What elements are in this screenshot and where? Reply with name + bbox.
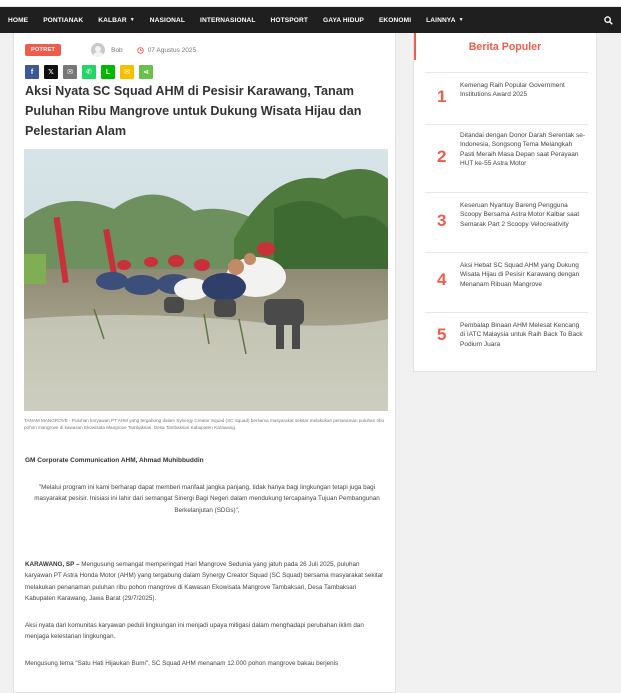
paragraph-3: Mengusung tema "Satu Hati Hijaukan Bumi", SC Squad AHM menanam 12.000 pohon mangrove bakau berjenis (25, 660, 339, 667)
popular-item[interactable] (425, 192, 588, 252)
popular-rank: 4 (437, 270, 447, 289)
whatsapp-share-button[interactable] (82, 65, 96, 79)
popular-item[interactable] (425, 312, 588, 370)
clock-icon (137, 47, 144, 54)
category-badge[interactable]: POTRET (25, 44, 61, 56)
nav-ekonomi[interactable]: EKONOMI (378, 16, 412, 24)
popular-item[interactable] (425, 252, 588, 312)
chevron-down-icon: ▼ (129, 17, 135, 23)
top-strip (0, 0, 621, 7)
popular-title[interactable]: Kemenag Raih Popular Government Institutions Award 2025 (460, 82, 565, 99)
article-title: Aksi Nyata SC Squad AHM di Pesisir Karawang, Tanam Puluhan Ribu Mangrove untuk Dukung Wisata Hijau dan Pelestarian Alam (25, 84, 362, 138)
page-content (0, 33, 621, 670)
mangrove-photo-image (24, 149, 388, 411)
line-icon: L (105, 68, 111, 76)
popular-news-widget (413, 33, 597, 372)
widget-heading: Berita Populer (468, 40, 542, 53)
nav-internasional[interactable]: INTERNASIONAL (200, 16, 256, 24)
popular-item[interactable] (425, 124, 588, 192)
byline: GM Corporate Communication AHM, Ahmad Muhibbuddin (25, 457, 204, 464)
x-share-button[interactable] (44, 65, 58, 79)
hero-image (24, 149, 388, 411)
nav-kalbar[interactable]: KALBAR ▼ (98, 16, 135, 24)
popular-title[interactable]: Keseruan Nyantuy Bareng Pengguna Scoopy Bersama Astra Motor Kalbar saat Semarak Part 2 Scoopy Velocreativity (460, 202, 580, 228)
dateline: KARAWANG, SP – (25, 561, 80, 568)
search-icon (604, 16, 613, 25)
nav-nasional[interactable]: NASIONAL (149, 16, 186, 24)
facebook-share-button[interactable] (25, 65, 39, 79)
popular-title[interactable]: Ditandai dengan Donor Darah Serentak se-Indonesia, Songsong Tema Melangkah Pasti Meraih Masa Depan saat Perayaan HUT ke-55 Astra Motor (460, 132, 586, 167)
popular-rank: 5 (437, 325, 447, 344)
main-navigation (0, 7, 621, 33)
nav-hotsport[interactable]: HOTSPORT (270, 16, 308, 24)
facebook-icon: f (30, 68, 34, 76)
paragraph-1 (25, 559, 387, 605)
share-buttons (25, 65, 158, 79)
paragraph-1-text: Mengusung semangat memperingati Hari Mangrove Sedunia yang jatuh pada 26 Juli 2025, puluhan karyawan PT Astra Honda Motor (AHM) yang tergabung dalam Synergy Creator Squad (SC Squad) bersama masyarakat sekitar melakukan penanaman puluhan ribu pohon mangrove di Kawasan Ekowisata Mangrove Tambaksari, Desa Tambaksari Kabupaten Karawang, Jawa Barat (29/7/2025). (25, 561, 384, 603)
line-share-button[interactable] (101, 65, 115, 79)
image-caption: TANAM MANGROVE - Puluhan karyawan PT AHM yang tergabung dalam Synergy Creator Squad (SC Squad) bersama masyarakat sekitar melakukan penanaman puluhan ribu pohon mangrove di kawasan Ekowisata Mangrove Tambaksari, Desa Tambaksari Kabupaten Karawang. (24, 418, 385, 430)
popular-rank: 2 (437, 147, 447, 166)
email-share-button[interactable] (63, 65, 77, 79)
popular-title[interactable]: Aksi Hebat SC Squad AHM yang Dukung Wisata Hijau di Pesisir Karawang dengan Menanam Ribuan Mangrove (460, 262, 580, 288)
email-icon: ✉ (67, 69, 73, 76)
publish-date: 07 Agustus 2025 (147, 46, 197, 54)
paragraph-2: Aksi nyata dari komunitas karyawan peduli lingkungan ini menjadi upaya mitigasi dalam menghadapi perubahan iklim dan menjaga kelestarian lingkungan. (25, 622, 364, 641)
chevron-down-icon: ▼ (458, 17, 464, 23)
nav-lainnya[interactable]: LAINNYA ▼ (426, 16, 464, 24)
popular-title[interactable]: Pembalap Binaan AHM Melesat Kencang di IATC Malaysia untuk Raih Back To Back Podium Juara (460, 322, 583, 348)
x-icon: 𝕏 (48, 69, 54, 76)
search-button[interactable] (595, 7, 621, 33)
popular-item[interactable] (425, 72, 588, 124)
article-meta (25, 43, 196, 57)
date-wrap (137, 47, 196, 54)
popular-rank: 1 (437, 87, 447, 106)
quote-block: "Melalui program ini kami berharap dapat memberi manfaat jangka panjang, tidak hanya bagi lingkungan tetapi juga bagi masyarakat pesisir. Inisiasi ini lahir dari semangat Sinergi Bagi Negeri dalam mendukung tercapainya Tujuan Pembangunan Berkelanjutan (SDGs)", (34, 484, 380, 514)
avatar (91, 43, 105, 57)
article-panel (13, 33, 396, 693)
nav-gaya-hidup[interactable]: GAYA HIDUP (322, 16, 364, 24)
whatsapp-icon: ✆ (86, 69, 92, 76)
nav-pontianak[interactable]: PONTIANAK (43, 16, 84, 24)
author-name[interactable]: Bob (111, 46, 123, 54)
popular-rank: 3 (437, 211, 447, 230)
sms-icon: ✉ (124, 69, 130, 76)
share-icon: ⋖ (143, 69, 149, 76)
more-share-button[interactable] (139, 65, 153, 79)
sms-share-button[interactable] (120, 65, 134, 79)
nav-home[interactable]: HOME (8, 16, 29, 24)
